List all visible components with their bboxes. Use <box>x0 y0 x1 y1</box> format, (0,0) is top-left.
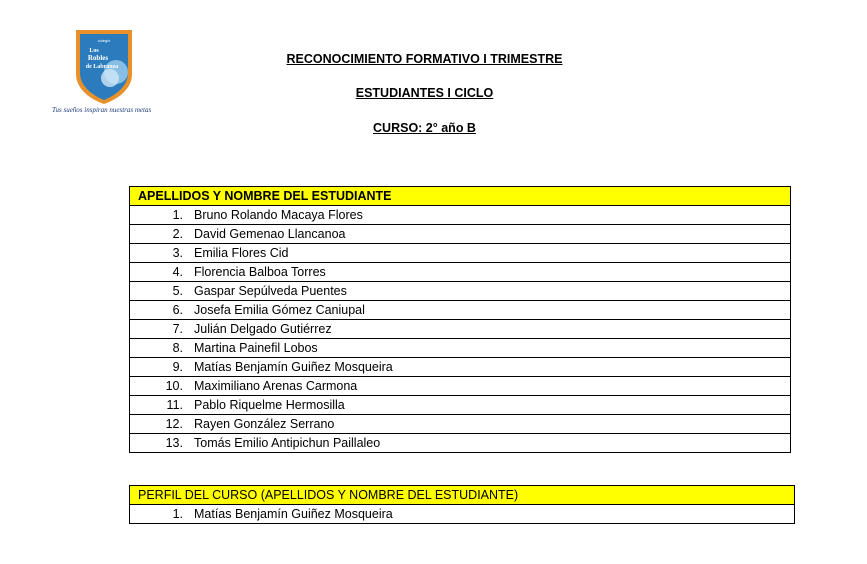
student-cell <box>130 358 791 377</box>
row-number: 7. <box>172 322 183 336</box>
student-name: Tomás Emilio Antipichun Paillaleo <box>194 436 381 450</box>
row-number: 9. <box>172 360 183 374</box>
student-name: Josefa Emilia Gómez Caniupal <box>194 303 365 317</box>
row-number: 5. <box>172 284 183 298</box>
row-number: 3. <box>172 246 183 260</box>
student-cell <box>130 263 791 282</box>
student-cell <box>130 339 791 358</box>
row-number: 12. <box>165 417 183 431</box>
student-cell <box>130 282 791 301</box>
student-cell <box>130 377 791 396</box>
student-name: Florencia Balboa Torres <box>194 265 326 279</box>
student-name: Emilia Flores Cid <box>194 246 289 260</box>
row-number: 6. <box>172 303 183 317</box>
student-name: Gaspar Sepúlveda Puentes <box>194 284 347 298</box>
table-row <box>130 244 791 263</box>
logo-small-text: colegio <box>97 38 111 43</box>
table-row <box>130 339 791 358</box>
logo-name-line3: de Labranza <box>85 64 119 70</box>
student-name: David Gemenao Llancanoa <box>194 227 346 241</box>
table-row <box>130 282 791 301</box>
student-name: Maximiliano Arenas Carmona <box>194 379 358 393</box>
table-row <box>130 415 791 434</box>
page-subtitle: ESTUDIANTES I CICLO <box>355 86 494 100</box>
student-name: Matías Benjamín Guiñez Mosqueira <box>194 360 393 374</box>
students-table-header: APELLIDOS Y NOMBRE DEL ESTUDIANTE <box>130 187 791 206</box>
student-cell <box>130 301 791 320</box>
page-title: RECONOCIMIENTO FORMATIVO I TRIMESTRE <box>286 52 563 66</box>
table-header-row <box>130 486 795 505</box>
table-row <box>130 434 791 453</box>
table-row <box>130 396 791 415</box>
student-name: Julián Delgado Gutiérrez <box>194 322 332 336</box>
profile-table <box>129 485 795 524</box>
logo-name-line1: Los <box>89 48 99 54</box>
table-row <box>130 263 791 282</box>
student-cell <box>130 505 795 524</box>
row-number: 8. <box>172 341 183 355</box>
students-table <box>129 186 791 453</box>
student-name: Pablo Riquelme Hermosilla <box>194 398 345 412</box>
student-cell <box>130 206 791 225</box>
table-row <box>130 206 791 225</box>
school-logo <box>48 26 160 118</box>
row-number: 11. <box>166 398 183 412</box>
student-cell <box>130 225 791 244</box>
table-row <box>130 358 791 377</box>
row-number: 13. <box>165 436 183 450</box>
course-label: CURSO: 2° año B <box>373 121 476 135</box>
table-row <box>130 225 791 244</box>
table-row <box>130 377 791 396</box>
student-name: Rayen González Serrano <box>194 417 335 431</box>
student-name: Matías Benjamín Guiñez Mosqueira <box>194 507 393 521</box>
student-cell <box>130 244 791 263</box>
row-number: 10. <box>165 379 183 393</box>
table-row <box>130 320 791 339</box>
row-number: 1. <box>172 507 183 521</box>
student-cell <box>130 396 791 415</box>
student-name: Martina Painefil Lobos <box>194 341 318 355</box>
table-row <box>130 301 791 320</box>
profile-table-header: PERFIL DEL CURSO (APELLIDOS Y NOMBRE DEL ESTUDIANTE) <box>130 486 795 505</box>
row-number: 4. <box>172 265 183 279</box>
table-row <box>130 505 795 524</box>
student-cell <box>130 320 791 339</box>
student-cell <box>130 434 791 453</box>
student-cell <box>130 415 791 434</box>
school-slogan: Tus sueños inspiran nuestras metas <box>52 106 152 114</box>
logo-name-line2: Robles <box>87 54 109 62</box>
row-number: 1. <box>172 208 183 222</box>
table-header-row <box>130 187 791 206</box>
row-number: 2. <box>172 227 183 241</box>
student-name: Bruno Rolando Macaya Flores <box>194 208 363 222</box>
